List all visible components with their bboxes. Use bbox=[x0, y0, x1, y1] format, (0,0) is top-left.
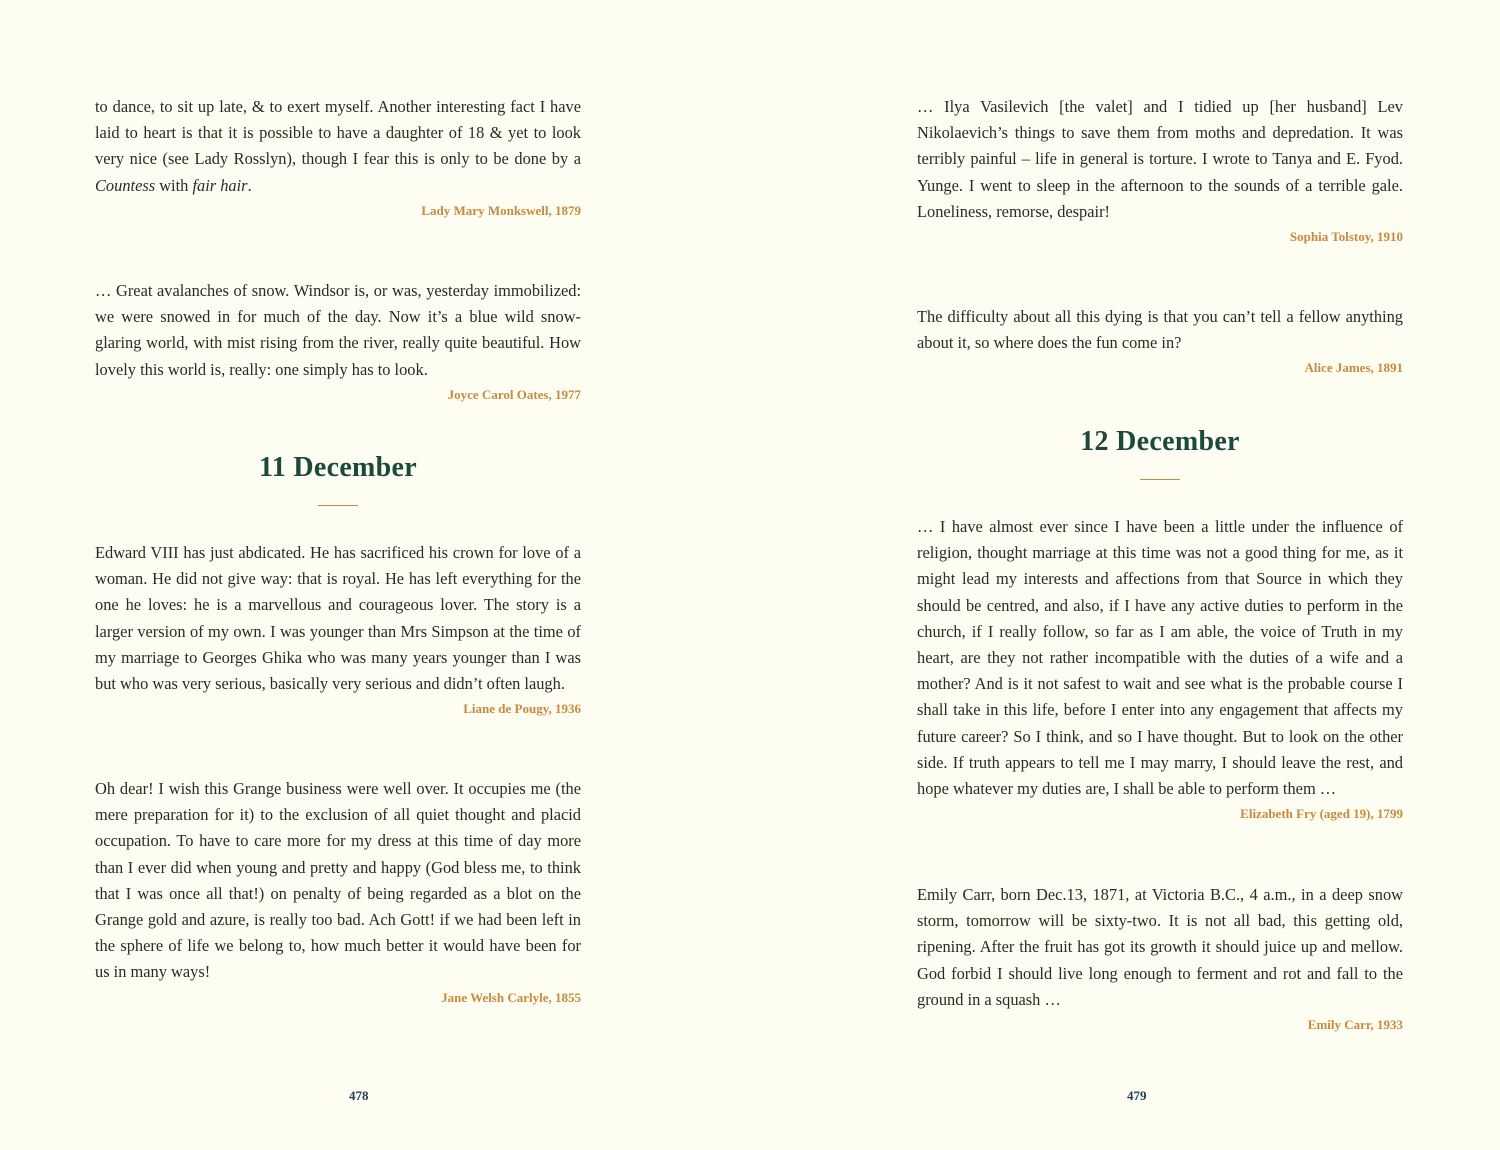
entry-text-italic: Countess bbox=[95, 175, 156, 195]
diary-entry bbox=[95, 94, 581, 219]
diary-entry bbox=[95, 278, 581, 403]
entry-text: The difficulty about all this dying is that you can’t tell a fellow anything about it, so where does the fun come in? bbox=[917, 307, 1403, 353]
heading-rule bbox=[1140, 479, 1180, 480]
entry-text: … I have almost ever since I have been a little under the influence of religion, thought marriage at this time was not a good thing for me, as it might lead my interests and affections from that Source in which they should be centred, and also, if I have any active duties to perform in the church, if I really follow, so far as I am able, the voice of Truth in my heart, are they not rather incompatible with the duties of a wife and a mother? And is it not safest to wait and see what is the probable course I shall take in this life, before I enter into any engagement that affects my future career? So I think, and so I have thought. But to look on the other side. If truth appears to tell me I may marry, I should leave the rest, and hope whatever my duties are, I shall be able to perform them … bbox=[917, 517, 1403, 799]
entry-text-segment: to dance, to sit up late, & to exert myself. Another interesting fact I have laid to heart is that it is possible to have a daughter of 18 & yet to look very nice (see Lady Rosslyn), though I fear this is only to be done by a bbox=[95, 97, 581, 169]
entry-text-italic: fair hair bbox=[192, 175, 248, 195]
page-number: 478 bbox=[349, 1088, 369, 1103]
entry-text: Emily Carr, born Dec.13, 1871, at Victoria B.C., 4 a.m., in a deep snow storm, tomorrow will be sixty-two. It is not all bad, this getting old, ripening. After the fruit has got its growth it should juice up and mellow. God forbid I should live long enough to ferment and rot and fall to the ground in a squash … bbox=[917, 885, 1403, 1009]
entry-attribution: Jane Welsh Carlyle, 1855 bbox=[441, 989, 581, 1005]
heading-rule bbox=[318, 505, 358, 506]
date-heading: 12 December bbox=[1080, 426, 1240, 457]
entry-text: Edward VIII has just abdicated. He has sacrificed his crown for love of a woman. He did not give way: that is royal. He has left everything for the one he loves: he is a marvellous and courageous lover. The story is a larger version of my own. I was younger than Mrs Simpson at the time of my marriage to Georges Ghika who was many years younger than I was but who was very serious, basically very serious and didn’t often laugh. bbox=[95, 543, 581, 694]
date-heading: 11 December bbox=[258, 452, 417, 483]
diary-entry bbox=[917, 304, 1403, 376]
entry-text bbox=[95, 94, 581, 199]
entry-attribution: Elizabeth Fry (aged 19), 1799 bbox=[1240, 806, 1403, 822]
entry-attribution: Alice James, 1891 bbox=[1304, 360, 1403, 376]
diary-entry bbox=[917, 882, 1403, 1033]
diary-entry bbox=[95, 540, 581, 717]
entry-text: Oh dear! I wish this Grange business were well over. It occupies me (the mere preparation for it) to the exclusion of all quiet thought and placid occupation. To have to care more for my dress at this time of day more than I ever did when young and pretty and happy (God bless me, to think that I was once all that!) on penalty of being regarded as a blot on the Grange gold and azure, is really too bad. Ach Gott! if we had been left in the sphere of life we belong to, how much better it would have been for us in many ways! bbox=[95, 779, 581, 982]
entry-attribution: Lady Mary Monkswell, 1879 bbox=[421, 202, 581, 218]
page-number: 479 bbox=[1127, 1088, 1147, 1103]
right-page bbox=[917, 0, 1403, 1150]
entry-attribution: Emily Carr, 1933 bbox=[1307, 1017, 1403, 1033]
diary-entry bbox=[95, 776, 581, 1006]
entry-text-segment: . bbox=[247, 175, 252, 195]
diary-entry bbox=[917, 94, 1403, 245]
diary-entry bbox=[917, 514, 1403, 822]
entry-attribution: Sophia Tolstoy, 1910 bbox=[1289, 229, 1403, 245]
left-page bbox=[95, 0, 581, 1150]
entry-text-segment: with bbox=[155, 175, 193, 195]
entry-text: … Ilya Vasilevich [the valet] and I tidied up [her husband] Lev Nikolaevich’s things to save them from moths and depredation. It was terribly painful – life in general is torture. I wrote to Tanya and E. Fyod. Yunge. I went to sleep in the afternoon to the sounds of a terrible gale. Loneliness, remorse, despair! bbox=[917, 97, 1403, 221]
entry-text: … Great avalanches of snow. Windsor is, or was, yesterday immobilized: we were snowed in for much of the day. Now it’s a blue wild snow-glaring world, with mist rising from the river, really quite beautiful. How lovely this world is, really: one simply has to look. bbox=[95, 281, 581, 379]
entry-attribution: Joyce Carol Oates, 1977 bbox=[447, 386, 581, 402]
entry-attribution: Liane de Pougy, 1936 bbox=[463, 701, 581, 717]
